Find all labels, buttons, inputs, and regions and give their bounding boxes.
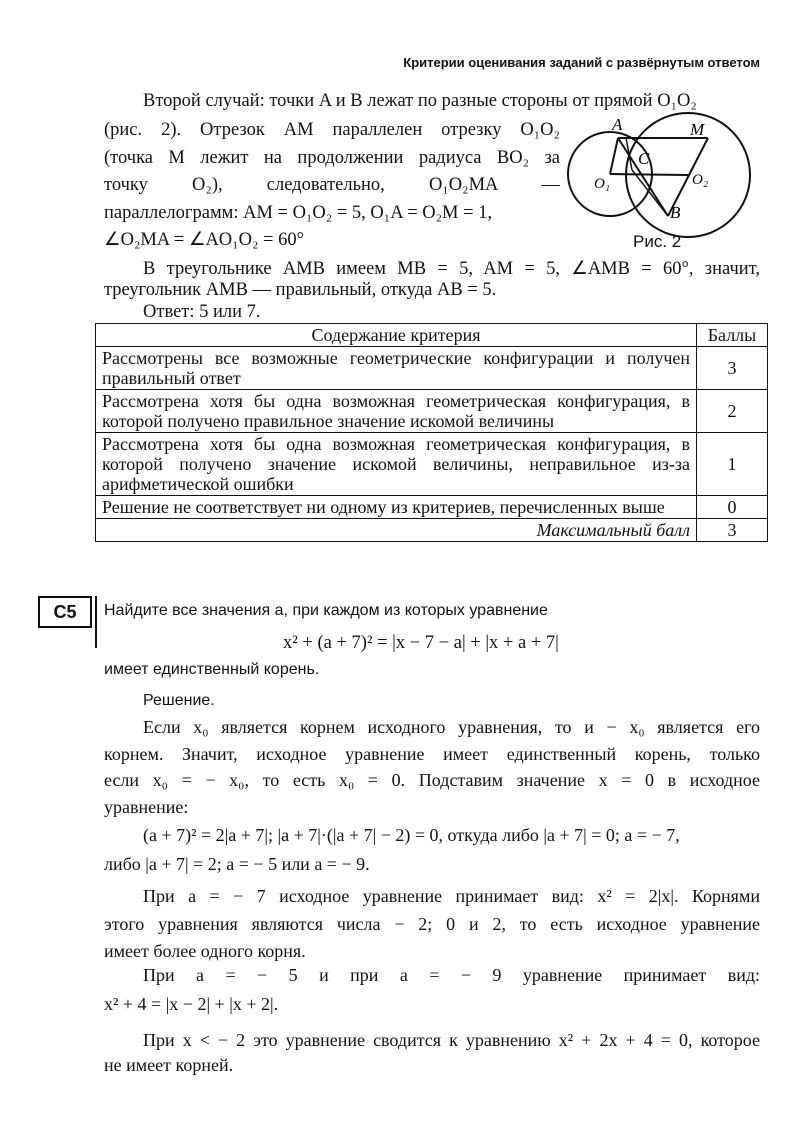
table-header-row xyxy=(96,324,768,347)
solution-p1-line2: корнем. Значит, исходное уравнение имеет единственный корень, только xyxy=(104,744,760,764)
label-o1: O₁ xyxy=(594,176,611,192)
solution-p3-line3: имеет более одного корня. xyxy=(104,941,306,961)
case2-line8: треугольник AMB — правильный, откуда AB = 5. xyxy=(104,280,497,300)
table-row xyxy=(96,347,768,390)
solution-p1-line3: если x₀ = − x₀, то есть x₀ = 0. Подставим значение x = 0 в исходное xyxy=(104,770,760,790)
solution-p2-line2: либо |a + 7| = 2; a = − 5 или a = − 9. xyxy=(104,854,370,874)
criterion-text: Решение не соответствует ни одному из критериев, перечисленных выше xyxy=(96,496,697,519)
label-a: A xyxy=(612,115,623,134)
case2-line5: параллелограмм: AM = O₁O₂ = 5, O₁A = O₂M = 1, xyxy=(104,203,493,223)
label-m: M xyxy=(690,120,705,139)
case2-line6: ∠O₂MA = ∠AO₁O₂ = 60° xyxy=(104,230,305,250)
label-o2: O₂ xyxy=(692,172,709,188)
case2-line1: Второй случай: точки A и B лежат по разные стороны от прямой O₁O₂ xyxy=(143,91,697,111)
table-max-row xyxy=(96,519,768,542)
c5-task-end: имеет единственный корень. xyxy=(104,661,320,678)
solution-p1-line4: уравнение: xyxy=(104,797,189,817)
solution-p4-line1: При a = − 5 и при a = − 9 уравнение принимает вид: xyxy=(143,965,760,985)
criterion-points: 3 xyxy=(697,347,768,390)
label-c: C xyxy=(638,149,650,168)
segment-ao1 xyxy=(610,138,618,174)
solution-label: Решение. xyxy=(143,692,215,709)
table-row xyxy=(96,433,768,496)
max-score-label: Максимальный балл xyxy=(96,519,697,542)
solution-p5-line1: При x < − 2 это уравнение сводится к уравнению x² + 2x + 4 = 0, которое xyxy=(143,1030,760,1050)
c5-task: Найдите все значения a, при каждом из которых уравнение xyxy=(104,602,548,619)
solution-p2-line1: (a + 7)² = 2|a + 7|; |a + 7|·(|a + 7| − 2) = 0, откуда либо |a + 7| = 0; a = − 7, xyxy=(143,825,680,845)
criterion-points: 1 xyxy=(697,433,768,496)
c5-equation: x² + (a + 7)² = |x − 7 − a| + |x + a + 7| xyxy=(283,633,559,653)
criteria-table xyxy=(95,323,768,542)
solution-p3-line1: При a = − 7 исходное уравнение принимает вид: x² = 2|x|. Корнями xyxy=(143,886,760,906)
max-score-value: 3 xyxy=(697,519,768,542)
segment-o1o2 xyxy=(610,174,688,175)
table-row xyxy=(96,496,768,519)
case2-line4: точку O₂), следовательно, O₁O₂MA — xyxy=(104,175,560,195)
header-criteria: Содержание критерия xyxy=(96,324,697,347)
criterion-text: Рассмотрена хотя бы одна возможная геометрическая конфигурация, в которой получено значение искомой величины, неправильное из-за арифметической ошибки xyxy=(96,433,697,496)
solution-p5-line2: не имеет корней. xyxy=(104,1055,234,1075)
case2-line3: (точка M лежит на продолжении радиуса BO₂ за xyxy=(104,148,560,168)
criterion-points: 0 xyxy=(697,496,768,519)
table-row xyxy=(96,390,768,433)
figure-caption: Рис. 2 xyxy=(633,232,682,251)
criterion-points: 2 xyxy=(697,390,768,433)
solution-p1-line1: Если x₀ является корнем исходного уравнения, то и − x₀ является его xyxy=(143,717,760,737)
task-number-badge: C5 xyxy=(38,596,92,628)
case2-line7: В треугольнике AMB имеем MB = 5, AM = 5, ∠AMB = 60°, значит, xyxy=(143,259,760,279)
case2-line2: (рис. 2). Отрезок AM параллелен отрезку O₁O₂ xyxy=(104,120,560,140)
page-header: Критерии оценивания заданий с развёрнутым ответом xyxy=(403,55,760,70)
header-points: Баллы xyxy=(697,324,768,347)
solution-p3-line2: этого уравнения являются числа − 2; 0 и 2, то есть исходное уравнение xyxy=(104,914,760,934)
criterion-text: Рассмотрены все возможные геометрические конфигурации и получен правильный ответ xyxy=(96,347,697,390)
case2-answer: Ответ: 5 или 7. xyxy=(143,302,261,322)
solution-p4-line2: x² + 4 = |x − 2| + |x + 2|. xyxy=(104,994,279,1014)
label-b: B xyxy=(670,203,681,222)
task-divider xyxy=(95,596,97,648)
criterion-text: Рассмотрена хотя бы одна возможная геометрическая конфигурация, в которой получено правильное значение искомой величины xyxy=(96,390,697,433)
